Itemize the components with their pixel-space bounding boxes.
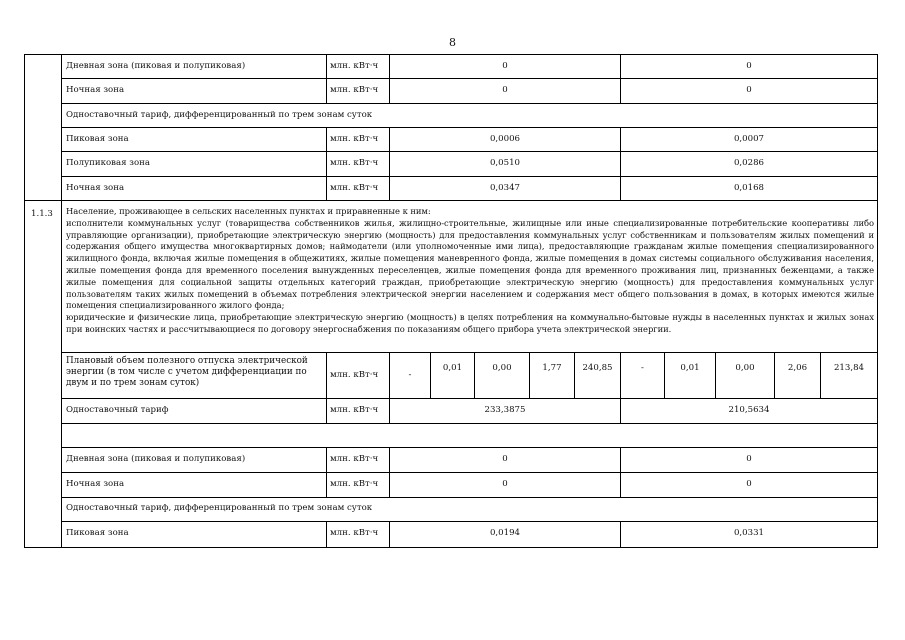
value-cell: 210,5634 [728,405,770,415]
page-number: 8 [449,36,456,49]
value-cell: 0,0286 [733,158,765,168]
paragraph-line: Население, проживающее в сельских населенных пунктах и приравненные к ним: [66,206,431,216]
row-unit: млн. кВт·ч [330,528,379,538]
value-cell: 0 [746,479,752,489]
row-unit: млн. кВт·ч [330,85,379,95]
row-unit: млн. кВт·ч [330,479,379,489]
section-heading: Одноставочный тариф, дифференцированный по трем зонам суток [66,110,373,120]
value-cell: 0 [502,85,508,95]
row-unit: млн. кВт·ч [330,405,379,415]
volume-cell: 0,01 [442,363,463,373]
row-unit: млн. кВт·ч [330,370,379,380]
volume-cell: 2,06 [787,363,808,373]
row-label: Полупиковая зона [66,158,151,168]
volume-cell: 0,00 [735,363,755,373]
category-description [66,206,874,336]
volume-label [66,356,308,389]
section-heading: Одноставочный тариф, дифференцированный по трем зонам суток [66,503,373,513]
volume-label-line: двум и по трем зонам суток) [66,378,200,388]
volume-cell: 213,84 [833,363,865,373]
value-cell: 0 [502,61,508,71]
item-number: 1.1.3 [31,209,53,219]
row-label: Одноставочный тариф [66,405,169,415]
value-cell: 0,0007 [733,134,765,144]
volume-cell: 1,77 [542,363,562,373]
row-label: Ночная зона [66,85,125,95]
row-unit: млн. кВт·ч [330,183,379,193]
row-unit: млн. кВт·ч [330,61,379,71]
row-label: Пиковая зона [66,528,129,538]
value-cell: 233,3875 [484,405,526,415]
row-label: Дневная зона (пиковая и полупиковая) [66,61,246,71]
row-unit: млн. кВт·ч [330,454,379,464]
row-label: Пиковая зона [66,134,129,144]
value-cell: 0,0331 [733,528,765,538]
value-cell: 0,0510 [489,158,521,168]
row-label: Дневная зона (пиковая и полупиковая) [66,454,246,464]
row-unit: млн. кВт·ч [330,158,379,168]
tariff-table [24,54,878,548]
volume-cell: 0,01 [680,363,700,373]
volume-label-line: Плановый объем полезного отпуска электрической [66,356,308,366]
value-cell: 0 [746,61,752,71]
value-cell: 0 [746,85,752,95]
value-cell: 0 [502,479,508,489]
paragraph-line: юридические и физические лица, приобретающие электрическую энергию (мощность) в целях потребления на коммунально-бытовые нужды в населенных пунктах и жилых зонах при воинских частях и рассчитывающиеся по договору энергоснабжения по показаниям общего прибора учета электрической энергии. [66,312,874,334]
value-cell: 0,0194 [489,528,521,538]
value-cell: 0,0347 [489,183,521,193]
volume-cell: - [408,370,412,380]
row-label: Ночная зона [66,479,125,489]
value-cell: 0 [502,454,508,464]
paragraph-line: исполнители коммунальных услуг (товарищества собственников жилья, жилищно-строительные, жилищные или иные специализированные потребительские кооперативы либо управляющие организации), приобретающие электрическую энергию (мощность) для предоставления коммунальных услуг собственникам и пользователям жилых помещений и содержания общего имущества многоквартирных домов; наймодатели (или уполномоченные ими лица), предоставляющие гражданам жилые помещения специализированного жилищного фонда, включая жилые помещения в общежитиях, жилые помещения маневренного фонда, жилые помещения в домах системы социального обслуживания населения, жилые помещения фонда для временного поселения вынужденных переселенцев, жилые помещения фонда для временного проживания лиц, признанных беженцами, а также жилые помещения для социальной защиты отдельных категорий граждан, приобретающие электрическую энергию (мощность) для предоставления коммунальных услуг пользователям таких жилых помещений в объемах потребления электрической энергии населением и содержания мест общего пользования в домах, в которых имеются жилые помещения специализированного жилого фонда; [66,217,874,311]
row-label: Ночная зона [66,183,125,193]
value-cell: 0 [746,454,752,464]
row-unit: млн. кВт·ч [330,134,379,144]
value-cell: 0,0006 [489,134,521,144]
value-cell: 0,0168 [733,183,765,193]
volume-label-line: энергии (в том числе с учетом дифференциации по [66,367,307,377]
volume-cell: 0,00 [492,363,512,373]
volume-cell: 240,85 [582,363,613,373]
volume-cell: - [641,363,644,373]
